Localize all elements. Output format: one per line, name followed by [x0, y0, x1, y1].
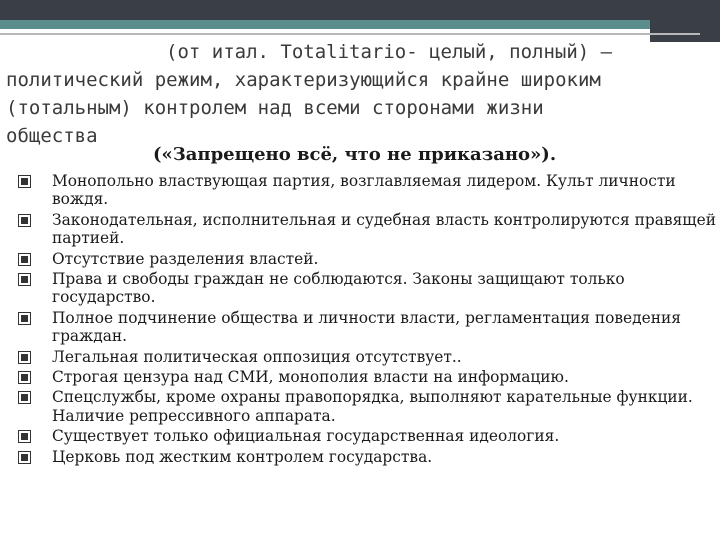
definition-line-4: общества — [6, 125, 98, 147]
top-accent-stripe — [0, 20, 650, 29]
square-bullet-icon — [18, 371, 31, 384]
list-item-text: Законодательная, исполнительная и судебная власть контролируются правящей партией. — [52, 210, 716, 248]
list-item-text: Строгая цензура над СМИ, монополия власти на информацию. — [52, 368, 569, 387]
square-bullet-icon — [18, 391, 31, 404]
features-list — [18, 172, 716, 468]
list-item — [18, 388, 716, 425]
square-bullet-icon — [18, 312, 31, 325]
list-item — [18, 172, 716, 209]
square-bullet-icon — [18, 451, 31, 464]
square-bullet-icon — [18, 253, 31, 266]
list-item-text: Полное подчинение общества и личности власти, регламентация поведения граждан. — [52, 308, 681, 346]
list-item — [18, 309, 716, 346]
list-item — [18, 250, 716, 268]
list-item — [18, 427, 716, 445]
definition-line-2: политический режим, характеризующийся крайне широким — [6, 69, 601, 91]
list-item-text: Существует только официальная государственная идеология. — [52, 427, 560, 446]
list-item — [18, 211, 716, 248]
definition-text — [6, 38, 716, 150]
definition-line-3: (тотальным) контролем над всеми сторонами жизни — [6, 97, 544, 119]
square-bullet-icon — [18, 214, 31, 227]
list-item-text: Спецслужбы, кроме охраны правопорядка, выполняют карательные функции. Наличие репрессивного аппарата. — [52, 388, 693, 425]
list-item-text: Монопольно властвующая партия, возглавляемая лидером. Культ личности вождя. — [52, 172, 676, 209]
square-bullet-icon — [18, 273, 31, 286]
square-bullet-icon — [18, 430, 31, 443]
list-item — [18, 448, 716, 466]
square-bullet-icon — [18, 351, 31, 364]
top-divider — [0, 33, 700, 35]
list-item — [18, 368, 716, 386]
list-item — [18, 270, 716, 307]
square-bullet-icon — [18, 175, 31, 188]
list-item-text: Легальная политическая оппозиция отсутствует.. — [52, 347, 462, 366]
definition-line-1: (от итал. Totalitario- целый, полный) — — [166, 41, 613, 63]
list-item-text: Церковь под жестким контролем государства. — [52, 447, 433, 466]
top-decor-band — [0, 0, 720, 20]
list-item — [18, 348, 716, 366]
list-item-text: Отсутствие разделения властей. — [52, 249, 319, 268]
slogan: («Запрещено всё, что не приказано»). — [153, 144, 557, 165]
list-item-text: Права и свободы граждан не соблюдаются. Законы защищают только государство. — [52, 270, 625, 307]
